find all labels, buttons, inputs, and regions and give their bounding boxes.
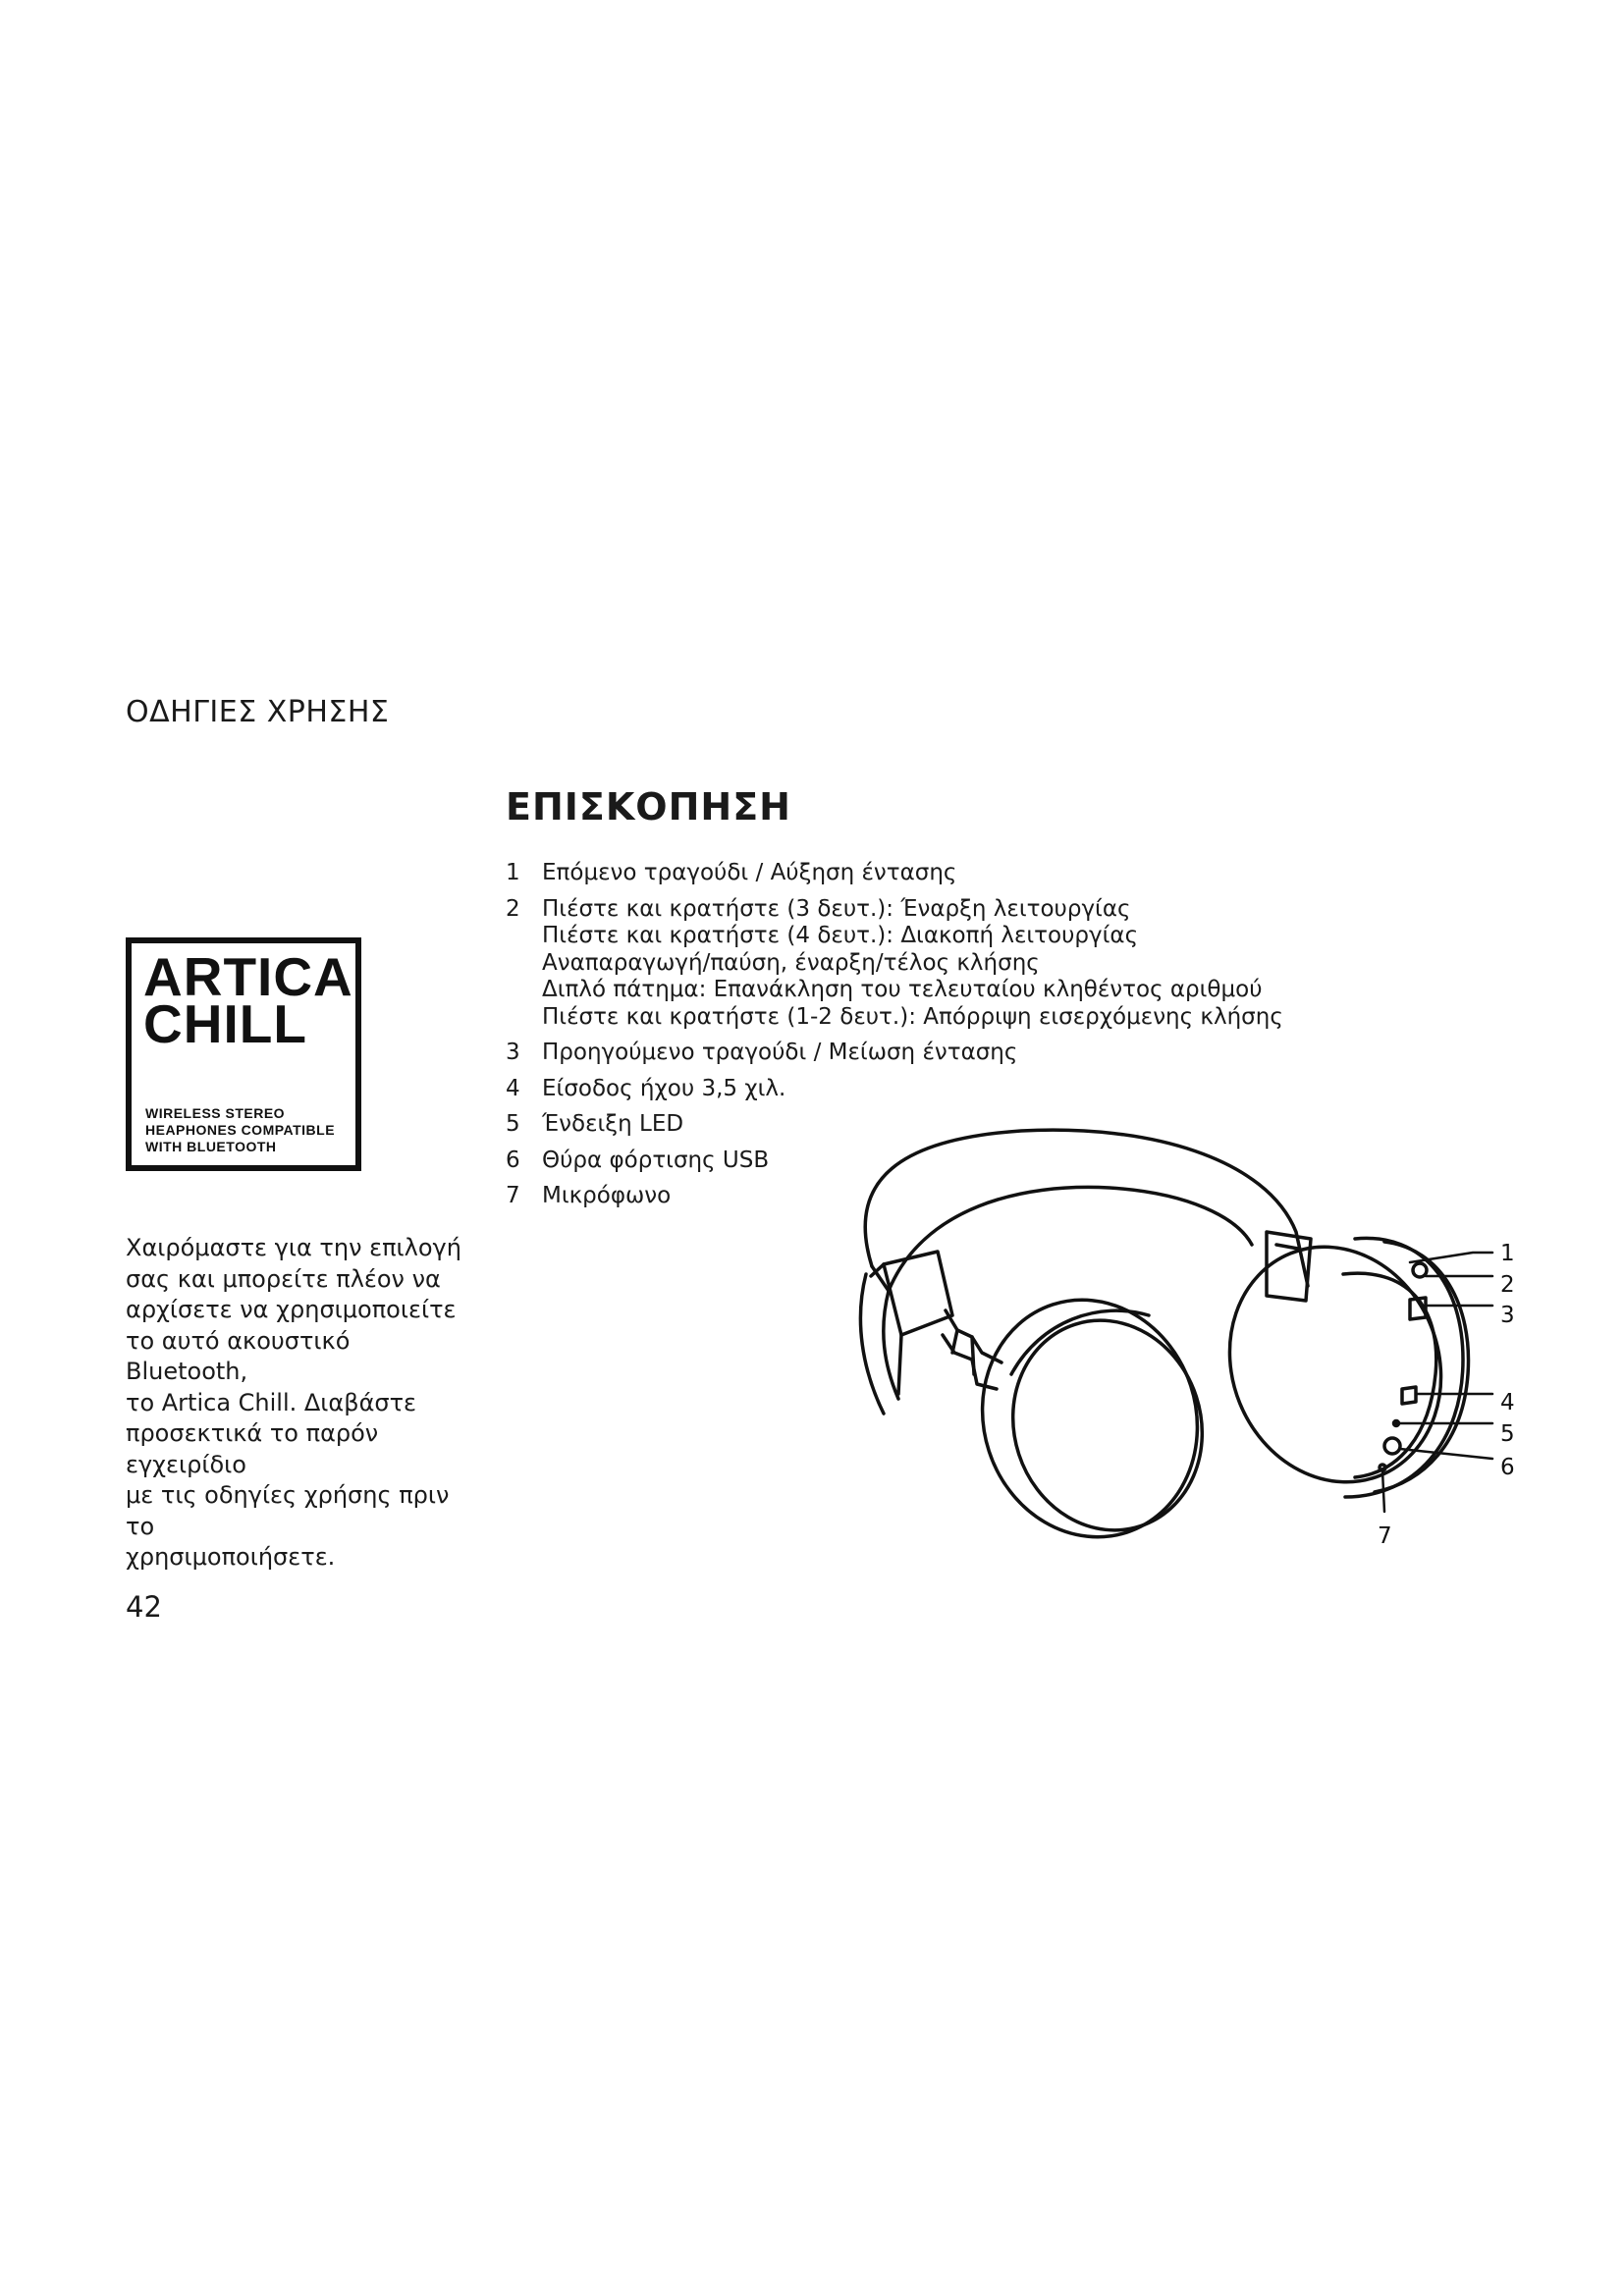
control-buttons — [1380, 1263, 1427, 1470]
item-line: Μικρόφωνο — [542, 1183, 672, 1208]
item-number: 2 — [506, 895, 520, 922]
logo-line-2: CHILL — [143, 993, 307, 1054]
yoke — [943, 1310, 1001, 1389]
callout-label-4: 4 — [1500, 1390, 1515, 1415]
headband — [860, 1130, 1311, 1414]
intro-paragraph — [126, 1233, 479, 1574]
callout-label-7: 7 — [1378, 1523, 1392, 1549]
page-number: 42 — [126, 1590, 162, 1624]
artica-chill-logo — [126, 937, 361, 1171]
overview-title: ΕΠΙΣΚΟΠΗΣΗ — [506, 785, 791, 828]
item-description — [542, 1040, 1017, 1067]
item-line: Επόμενο τραγούδι / Αύξηση έντασης — [542, 860, 957, 885]
item-line: Διπλό πάτημα: Επανάκληση του τελευταίου κληθέντος αριθμού — [542, 977, 1263, 1002]
item-line: Θύρα φόρτισης USB — [542, 1147, 770, 1173]
item-description — [542, 1148, 769, 1175]
overview-item — [506, 1076, 1283, 1103]
overview-item — [506, 860, 1283, 887]
logo-tagline-line: WIRELESS STEREO — [145, 1105, 286, 1121]
item-number: 4 — [506, 1075, 520, 1101]
item-number: 1 — [506, 860, 520, 885]
item-description — [542, 896, 1283, 1032]
callout-label-1: 1 — [1500, 1241, 1515, 1266]
item-number: 6 — [506, 1147, 520, 1173]
intro-line: σας και μπορείτε πλέον να — [126, 1264, 441, 1293]
item-line: Πιέστε και κρατήστε (3 δευτ.): Έναρξη λειτουργίας — [542, 895, 1131, 922]
callout-label-6: 6 — [1500, 1455, 1515, 1480]
logo-product-name — [143, 946, 353, 1054]
intro-line: το Artica Chill. Διαβάστε — [126, 1388, 417, 1416]
item-description — [542, 860, 956, 887]
item-line: Πιέστε και κρατήστε (4 δευτ.): Διακοπή λειτουργίας — [542, 923, 1139, 948]
logo-tagline-line: WITH BLUETOOTH — [145, 1139, 277, 1154]
item-line: Είσοδος ήχου 3,5 χιλ. — [542, 1075, 786, 1101]
logo-line-1: ARTICA — [143, 946, 353, 1007]
item-number: 3 — [506, 1040, 520, 1065]
headphones-illustration — [800, 1119, 1532, 1556]
logo-tagline — [145, 1105, 335, 1155]
callout-label-3: 3 — [1500, 1303, 1515, 1328]
intro-line: χρησιμοποιήσετε. — [126, 1543, 336, 1571]
item-description — [542, 1111, 683, 1139]
item-number: 7 — [506, 1183, 520, 1208]
overview-item — [506, 1040, 1283, 1067]
item-line: Αναπαραγωγή/παύση, έναρξη/τέλος κλήσης — [542, 949, 1040, 976]
callout-leaders — [1382, 1253, 1492, 1512]
callout-label-5: 5 — [1500, 1421, 1515, 1447]
intro-line: προσεκτικά το παρόν εγχειρίδιο — [126, 1419, 379, 1478]
intro-line: το αυτό ακουστικό Bluetooth, — [126, 1326, 351, 1385]
item-number: 5 — [506, 1111, 520, 1137]
item-line: Ένδειξη LED — [542, 1111, 684, 1137]
callout-label-2: 2 — [1500, 1272, 1515, 1298]
item-line: Προηγούμενο τραγούδι / Μείωση έντασης — [542, 1040, 1018, 1065]
item-line: Πιέστε και κρατήστε (1-2 δευτ.): Απόρριψη εισερχόμενης κλήσης — [542, 1003, 1283, 1030]
logo-tagline-line: HEAPHONES COMPATIBLE — [145, 1122, 336, 1138]
left-earcup — [952, 1272, 1229, 1556]
item-description — [542, 1076, 785, 1103]
page-header-title: ΟΔΗΓΙΕΣ ΧΡΗΣΗΣ — [126, 695, 390, 729]
item-description — [542, 1183, 671, 1210]
intro-line: Χαιρόμαστε για την επιλογή — [126, 1234, 461, 1261]
overview-item — [506, 896, 1283, 1032]
intro-line: με τις οδηγίες χρήσης πριν το — [126, 1481, 450, 1540]
intro-line: αρχίσετε να χρησιμοποιείτε — [126, 1296, 457, 1323]
